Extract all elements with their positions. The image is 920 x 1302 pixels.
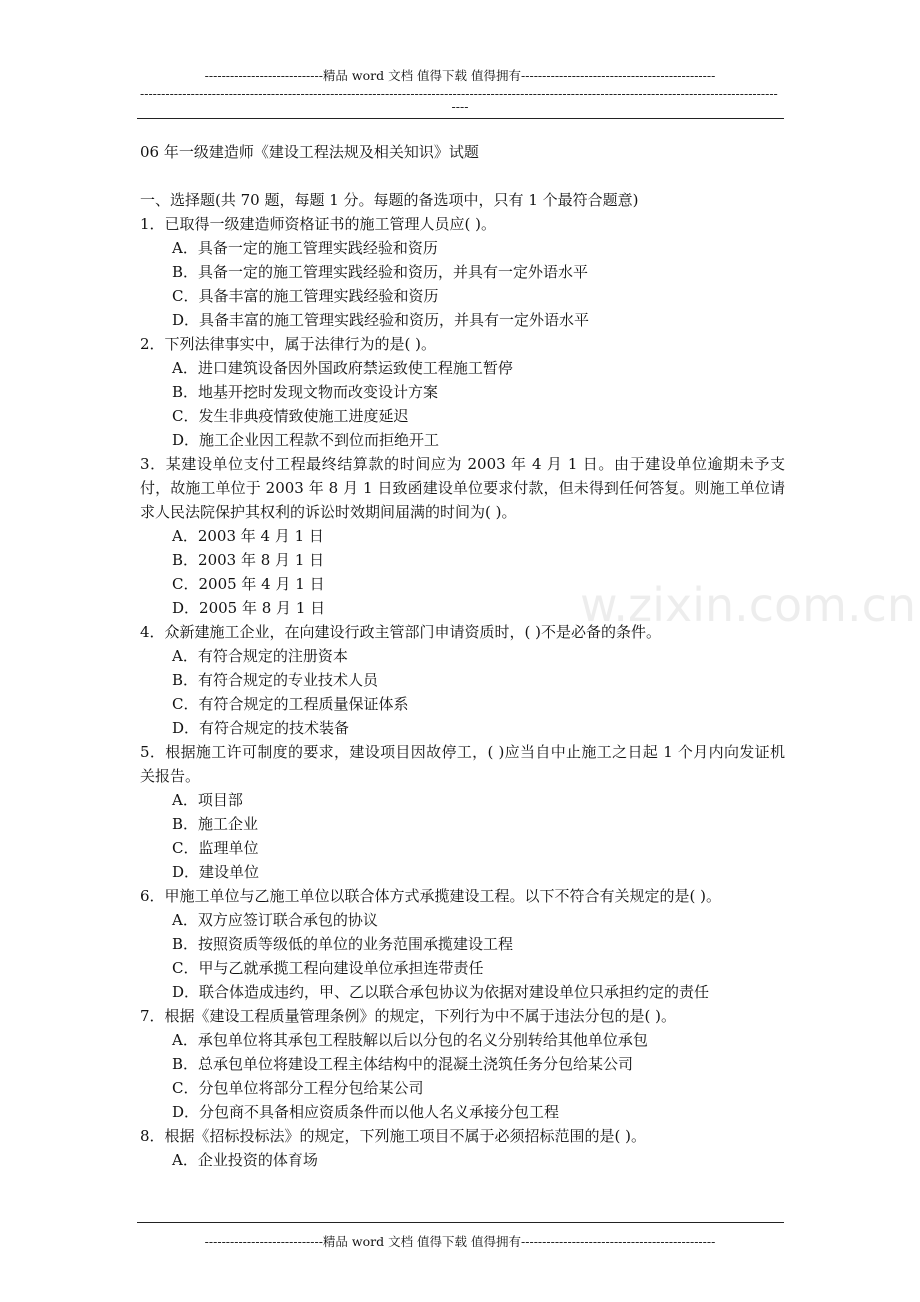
answer-option: C．有符合规定的工程质量保证体系	[172, 695, 409, 713]
answer-option: A．项目部	[172, 791, 243, 809]
question-item	[140, 1004, 785, 1124]
footer-rule	[137, 1222, 784, 1223]
answer-option: A．2003 年 4 月 1 日	[172, 527, 324, 545]
question-stem: 6．甲施工单位与乙施工单位以联合体方式承揽建设工程。以下不符合有关规定的是( )。	[140, 887, 722, 905]
footer-banner: ----------------------------精品 word 文档 值得下载 值得拥有----------------------------------------------	[204, 1234, 716, 1249]
question-stem: 1．已取得一级建造师资格证书的施工管理人员应( )。	[140, 215, 497, 233]
header-dashes-tail: ----	[451, 99, 469, 114]
question-item	[140, 884, 785, 1004]
answer-option: B．有符合规定的专业技术人员	[172, 671, 379, 689]
answer-option: B．具备一定的施工管理实践经验和资历，并具有一定外语水平	[172, 263, 589, 281]
document-title: 06 年一级建造师《建设工程法规及相关知识》试题	[140, 143, 479, 161]
answer-option: C．监理单位	[172, 839, 259, 857]
question-item	[140, 452, 785, 620]
answer-option: A．企业投资的体育场	[172, 1151, 318, 1169]
header-dashes: -------------------------------------------------------------------------------------------------------------------------------------------------------	[140, 87, 778, 101]
answer-option: B．总承包单位将建设工程主体结构中的混凝土浇筑任务分包给某公司	[172, 1055, 634, 1073]
answer-option: D．联合体造成违约，甲、乙以联合承包协议为依据对建设单位只承担约定的责任	[172, 983, 710, 1001]
answer-option: C．2005 年 4 月 1 日	[172, 575, 325, 593]
section-heading: 一、选择题(共 70 题，每题 1 分。每题的备选项中，只有 1 个最符合题意)	[140, 191, 639, 209]
answer-option: A．具备一定的施工管理实践经验和资历	[172, 239, 438, 257]
question-stem: 2．下列法律事实中，属于法律行为的是( )。	[140, 335, 437, 353]
answer-option: A．承包单位将其承包工程肢解以后以分包的名义分别转给其他单位承包	[172, 1031, 648, 1049]
answer-option: A．双方应签订联合承包的协议	[172, 911, 378, 929]
question-item	[140, 1124, 785, 1172]
question-stem: 3．某建设单位支付工程最终结算款的时间应为 2003 年 4 月 1 日。由于建设单位逾期未予支付，故施工单位于 2003 年 8 月 1 日致函建设单位要求付款，但未得到任何答复。则施工单位请求人民法院保护其权利的诉讼时效期间届满的时间为( )。	[140, 455, 785, 521]
answer-option: D．分包商不具备相应资质条件而以他人名义承接分包工程	[172, 1103, 560, 1121]
answer-option: A．有符合规定的注册资本	[172, 647, 348, 665]
answer-option: D．有符合规定的技术装备	[172, 719, 350, 737]
answer-option: C．具备丰富的施工管理实践经验和资历	[172, 287, 439, 305]
question-item	[140, 212, 785, 332]
answer-option: B．地基开挖时发现文物而改变设计方案	[172, 383, 439, 401]
answer-option: A．进口建筑设备因外国政府禁运致使工程施工暂停	[172, 359, 513, 377]
answer-option: C．分包单位将部分工程分包给某公司	[172, 1079, 424, 1097]
watermark: w.zixin.com.cn	[580, 578, 917, 632]
answer-option: D．建设单位	[172, 863, 260, 881]
question-item	[140, 332, 785, 452]
question-list	[140, 212, 785, 1172]
blank-line	[140, 164, 785, 188]
answer-option: C．发生非典疫情致使施工进度延迟	[172, 407, 409, 425]
answer-option: B．2003 年 8 月 1 日	[172, 551, 325, 569]
answer-option: D．具备丰富的施工管理实践经验和资历，并具有一定外语水平	[172, 311, 590, 329]
header-banner: ----------------------------精品 word 文档 值得下载 值得拥有----------------------------------------------	[204, 68, 716, 83]
question-stem: 4．众新建施工企业，在向建设行政主管部门申请资质时，( )不是必备的条件。	[140, 623, 662, 641]
answer-option: D．施工企业因工程款不到位而拒绝开工	[172, 431, 440, 449]
question-item	[140, 740, 785, 884]
header-rule	[137, 118, 784, 119]
question-stem: 7．根据《建设工程质量管理条例》的规定，下列行为中不属于违法分包的是( )。	[140, 1007, 677, 1025]
question-stem: 8．根据《招标投标法》的规定，下列施工项目不属于必须招标范围的是( )。	[140, 1127, 647, 1145]
document-body	[140, 140, 785, 1172]
answer-option: C．甲与乙就承揽工程向建设单位承担连带责任	[172, 959, 484, 977]
answer-option: B．施工企业	[172, 815, 259, 833]
answer-option: D．2005 年 8 月 1 日	[172, 599, 326, 617]
question-stem: 5．根据施工许可制度的要求，建设项目因故停工，( )应当自中止施工之日起 1 个月内向发证机关报告。	[140, 743, 785, 785]
answer-option: B．按照资质等级低的单位的业务范围承揽建设工程	[172, 935, 514, 953]
question-item	[140, 620, 785, 740]
